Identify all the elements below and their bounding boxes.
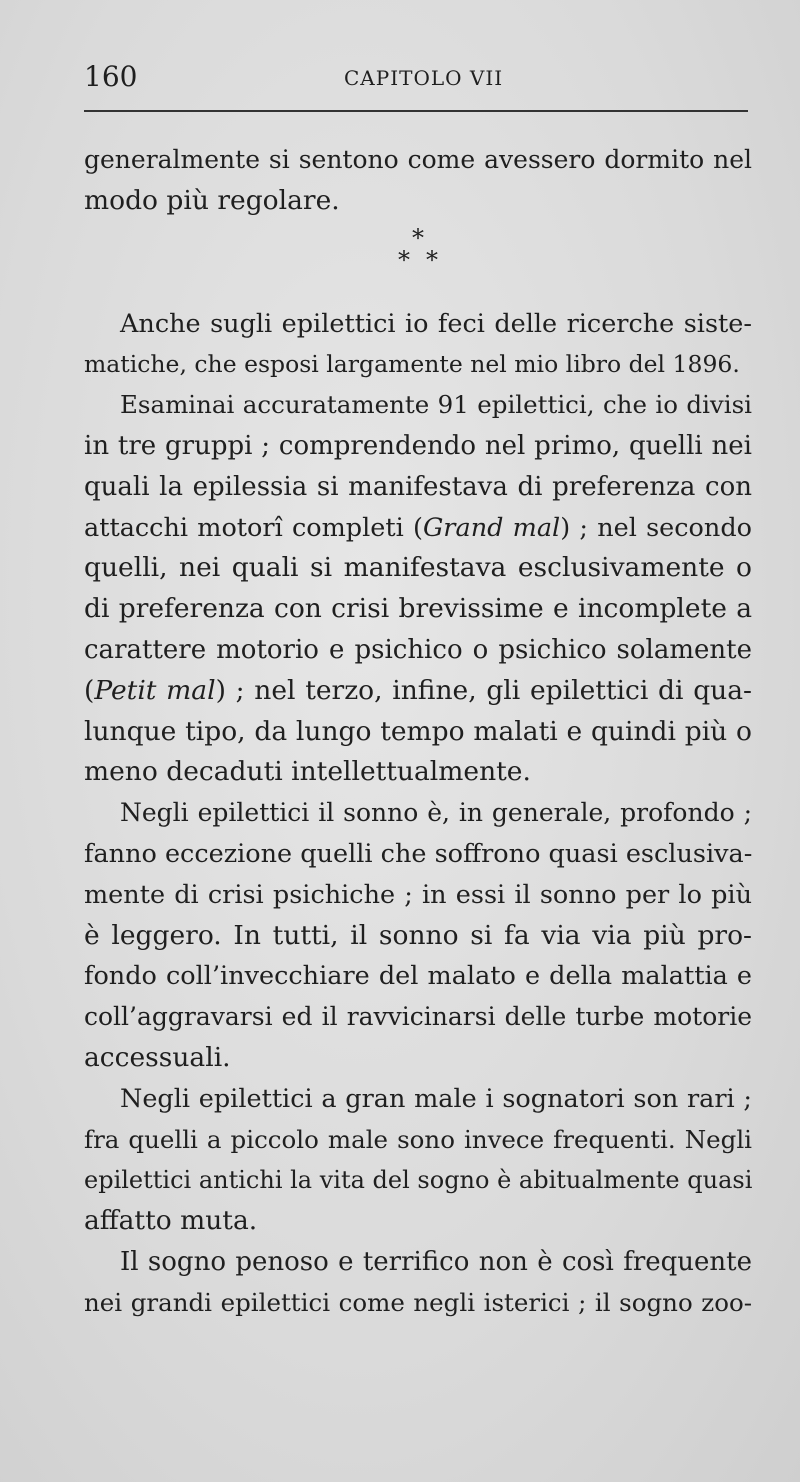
text-line: meno decaduti intellettualmente. <box>84 756 531 788</box>
page-number: 160 <box>84 60 138 93</box>
text-line: fra quelli a piccolo male sono invece frequenti. Negli <box>84 1124 752 1154</box>
text-segment: ) ; nel secondo <box>560 512 753 543</box>
italic-term: Grand mal <box>422 512 561 543</box>
text-segment: ) ; nel terzo, infine, gli epilettici di qua- <box>215 674 752 706</box>
text-line: lunque tipo, da lungo tempo malati e quindi più o <box>84 715 752 747</box>
text-line: generalmente si sentono come avessero dormito nel <box>84 145 752 174</box>
text-line: matiche, che esposi largamente nel mio libro del 1896. <box>84 350 740 379</box>
text-line: Esaminai accuratamente 91 epilettici, che io divisi <box>120 390 752 420</box>
asterism-star: * <box>426 245 438 274</box>
text-line: epilettici antichi la vita del sogno è abitualmente quasi <box>84 1166 753 1195</box>
header-rule <box>84 110 748 112</box>
page-header <box>84 60 748 110</box>
text-line: Anche sugli epilettici io feci delle ricerche siste- <box>120 308 752 339</box>
text-line: in tre gruppi ; comprendendo nel primo, quelli nei <box>84 430 752 461</box>
text-line: è leggero. In tutti, il sonno si fa via via più pro- <box>84 919 752 951</box>
text-line: Negli epilettici il sonno è, in generale, profondo ; <box>120 798 752 828</box>
text-line: fanno eccezione quelli che soffrono quasi esclusiva- <box>84 838 753 869</box>
text-line: quelli, nei quali si manifestava esclusivamente o <box>84 552 752 584</box>
text-line: mente di crisi psichiche ; in essi il sonno per lo più <box>84 879 752 910</box>
text-line <box>84 671 752 712</box>
asterism-star: * <box>398 245 410 274</box>
running-title: CAPITOLO VII <box>344 66 504 90</box>
body-text <box>84 140 752 1324</box>
text-line: coll’aggravarsi ed il ravvicinarsi delle turbe motorie <box>84 1002 752 1032</box>
italic-term: Petit mal <box>94 674 216 706</box>
text-line: di preferenza con crisi brevissime e incomplete a <box>84 593 752 625</box>
text-line: accessuali. <box>84 1041 231 1073</box>
text-line: modo più regolare. <box>84 184 340 216</box>
text-line: fondo coll’invecchiare del malato e della malattia e <box>84 961 752 992</box>
text-line <box>84 508 752 549</box>
text-segment: attacchi motorî completi ( <box>84 512 423 543</box>
text-line: nei grandi epilettici come negli isterici ; il sogno zoo- <box>84 1287 752 1317</box>
text-line: affatto muta. <box>84 1205 258 1237</box>
text-segment: ( <box>84 674 95 706</box>
text-line: quali la epilessia si manifestava di preferenza con <box>84 471 752 502</box>
text-line: Negli epilettici a gran male i sognatori son rari ; <box>120 1083 752 1114</box>
asterism-star: * <box>412 223 424 252</box>
asterism-separator <box>84 222 752 304</box>
text-line: Il sogno penoso e terrifico non è così frequente <box>120 1246 752 1277</box>
text-line: carattere motorio e psichico o psichico solamente <box>84 634 752 665</box>
